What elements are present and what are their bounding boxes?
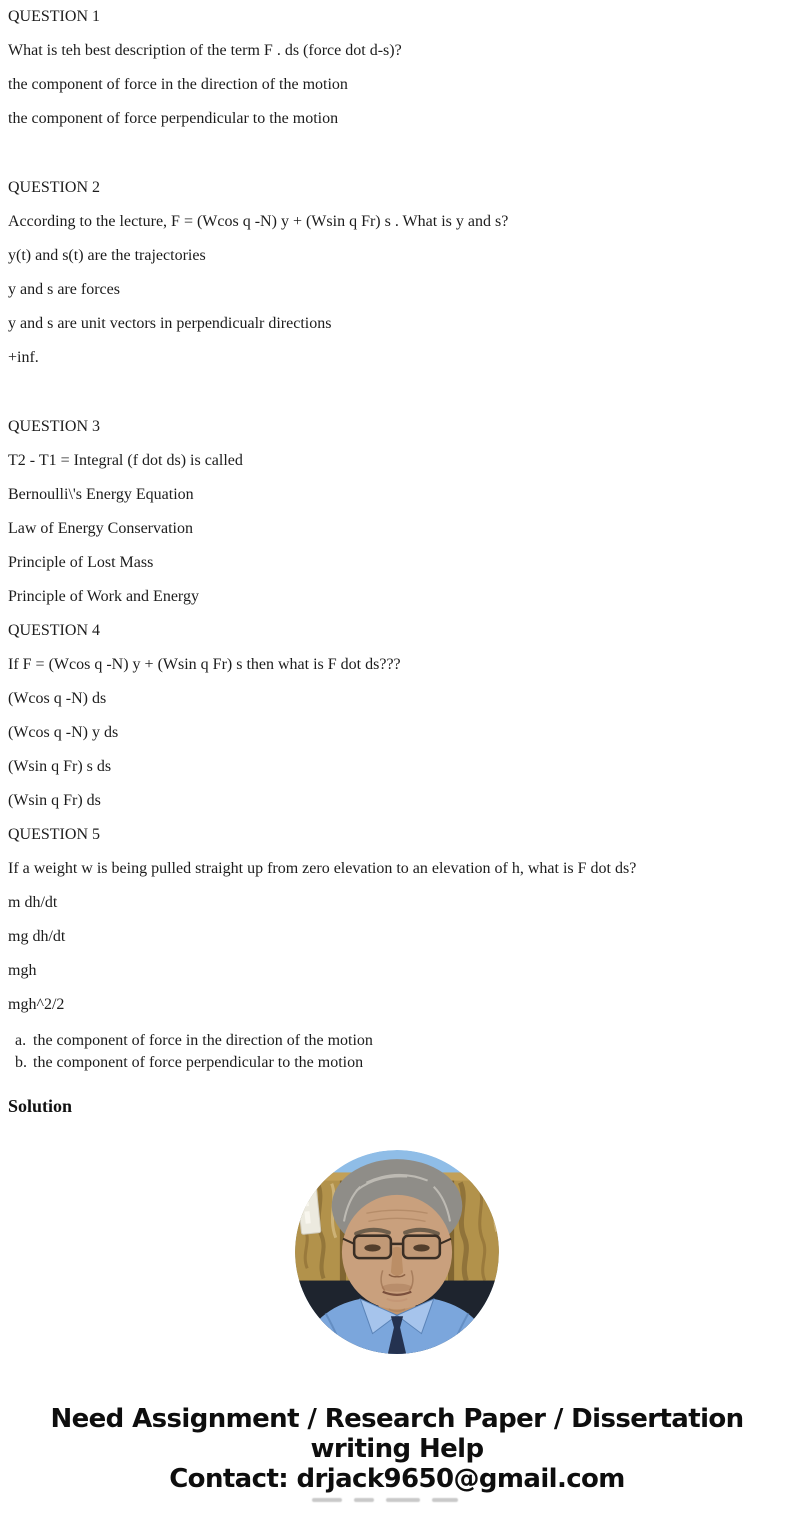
question-2-option-4: +inf. <box>8 349 39 366</box>
question-5-option-3: mgh <box>8 962 37 979</box>
question-3-option-2: Law of Energy Conservation <box>8 520 193 537</box>
question-1-section <box>8 8 786 128</box>
question-5-heading: QUESTION 5 <box>8 826 100 843</box>
question-5-option-4: mgh^2/2 <box>8 996 65 1013</box>
question-5-option-1: m dh/dt <box>8 894 58 911</box>
question-2-option-2: y and s are forces <box>8 281 120 298</box>
question-3-option-1: Bernoulli\'s Energy Equation <box>8 486 194 503</box>
question-1-option-1: the component of force in the direction of the motion <box>8 76 348 93</box>
answer-list <box>8 1030 786 1074</box>
footer-contact: Contact: drjack9650@gmail.com <box>169 1464 625 1494</box>
question-4-option-1: (Wcos q -N) ds <box>8 690 107 707</box>
question-2-option-1: y(t) and s(t) are the trajectories <box>8 247 206 264</box>
avatar-lip-shadow <box>382 1284 413 1292</box>
question-5-prompt: If a weight w is being pulled straight up from zero elevation to an elevation of h, what is F dot ds? <box>8 860 637 877</box>
question-3-option-4: Principle of Work and Energy <box>8 588 199 605</box>
question-3-heading: QUESTION 3 <box>8 418 100 435</box>
question-2-section <box>8 179 786 367</box>
question-2-option-3: y and s are unit vectors in perpendicualr directions <box>8 315 332 332</box>
question-4-prompt: If F = (Wcos q -N) y + (Wsin q Fr) s then what is F dot ds??? <box>8 656 401 673</box>
question-4-heading: QUESTION 4 <box>8 622 100 639</box>
instructor-avatar-graphic <box>295 1150 499 1354</box>
question-4-option-2: (Wcos q -N) y ds <box>8 724 119 741</box>
question-4-option-4: (Wsin q Fr) ds <box>8 792 101 809</box>
answer-item-b <box>15 1052 786 1074</box>
answer-marker-b: b. <box>15 1054 27 1071</box>
question-5-option-2: mg dh/dt <box>8 928 66 945</box>
question-2-prompt: According to the lecture, F = (Wcos q -N) y + (Wsin q Fr) s . What is y and s? <box>8 213 509 230</box>
blank-line-spacer <box>8 144 786 163</box>
question-4-section <box>8 622 786 810</box>
text-artifact <box>300 1497 470 1503</box>
instructor-avatar <box>295 1150 499 1354</box>
footer-banner <box>8 1404 786 1503</box>
footer-help-line-1: Need Assignment / Research Paper / Dissertation <box>50 1404 744 1434</box>
avatar-nose <box>391 1247 403 1276</box>
question-1-prompt: What is teh best description of the term F . ds (force dot d-s)? <box>8 42 402 59</box>
question-3-option-3: Principle of Lost Mass <box>8 554 154 571</box>
question-3-section <box>8 418 786 606</box>
answer-text-a: the component of force in the direction of the motion <box>33 1032 373 1049</box>
solution-heading: Solution <box>8 1096 73 1116</box>
question-1-option-2: the component of force perpendicular to the motion <box>8 110 339 127</box>
answer-item-a <box>15 1030 786 1052</box>
footer-help-line-2: writing Help <box>310 1434 484 1464</box>
blank-line-spacer <box>8 383 786 402</box>
question-2-heading: QUESTION 2 <box>8 179 100 196</box>
answer-text-b: the component of force perpendicular to the motion <box>33 1054 364 1071</box>
question-1-heading: QUESTION 1 <box>8 8 100 25</box>
question-3-prompt: T2 - T1 = Integral (f dot ds) is called <box>8 452 243 469</box>
answer-marker-a: a. <box>15 1032 27 1049</box>
avatar-switch-plate <box>297 1186 321 1235</box>
question-5-section <box>8 826 786 1014</box>
question-4-option-3: (Wsin q Fr) s ds <box>8 758 112 775</box>
